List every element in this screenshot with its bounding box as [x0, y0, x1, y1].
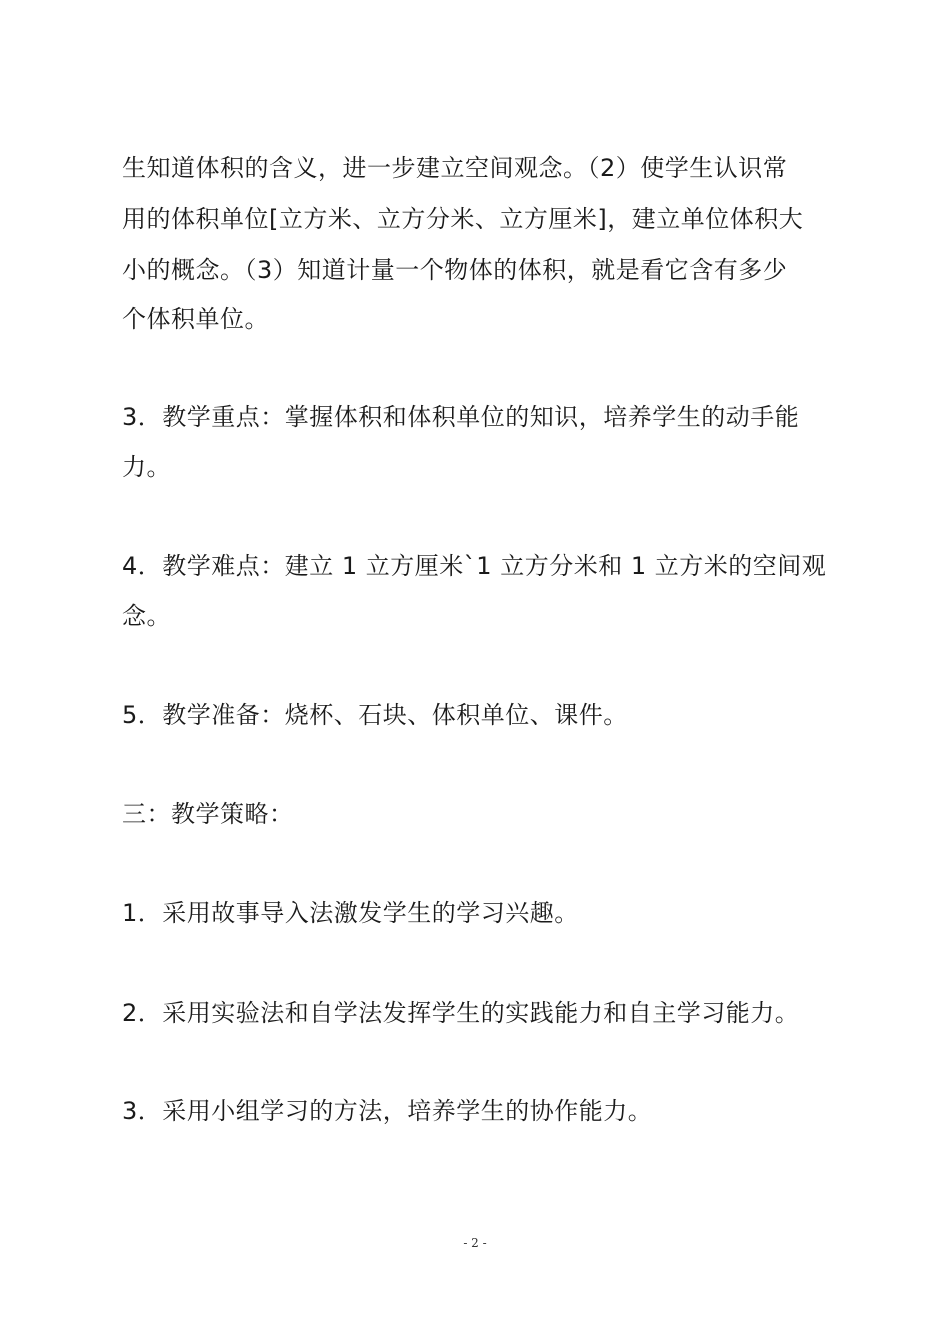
paragraph-line: 个体积单位。 [122, 305, 269, 333]
paragraph-line: 用的体积单位[立方米、立方分米、立方厘米]，建立单位体积大 [122, 205, 804, 233]
paragraph-line: 2．采用实验法和自学法发挥学生的实践能力和自主学习能力。 [122, 999, 800, 1027]
paragraph-line: 3．教学重点：掌握体积和体积单位的知识，培养学生的动手能 [122, 403, 800, 431]
paragraph-line: 力。 [122, 453, 171, 481]
paragraph-line: 生知道体积的含义，进一步建立空间观念。（2）使学生认识常 [122, 154, 788, 182]
page-number: - 2 - [463, 1236, 487, 1250]
paragraph-line: 1．采用故事导入法激发学生的学习兴趣。 [122, 899, 579, 927]
paragraph-line: 小的概念。（3）知道计量一个物体的体积，就是看它含有多少 [122, 256, 788, 284]
paragraph-line: 3．采用小组学习的方法，培养学生的协作能力。 [122, 1097, 653, 1125]
paragraph-line: 4．教学难点：建立 1 立方厘米`1 立方分米和 1 立方米的空间观 [122, 552, 827, 580]
section-heading: 三：教学策略： [122, 800, 294, 828]
paragraph-line: 5．教学准备：烧杯、石块、体积单位、课件。 [122, 701, 628, 729]
paragraph-line: 念。 [122, 602, 171, 630]
